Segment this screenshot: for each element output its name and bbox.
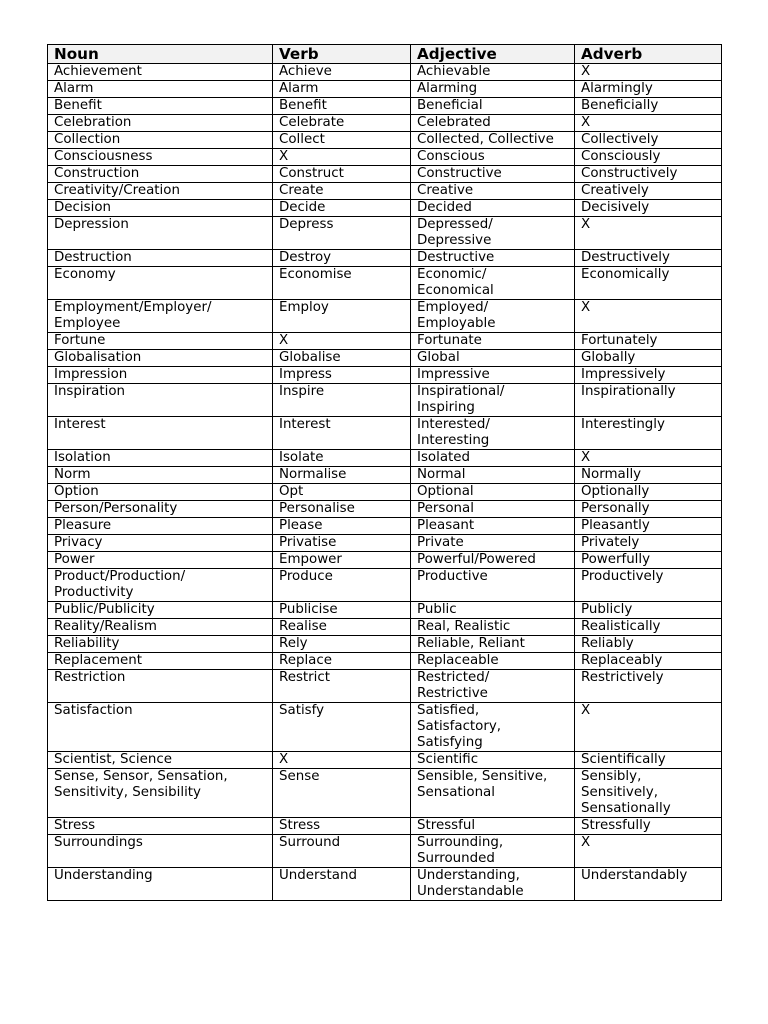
cell-adjective: Optional bbox=[411, 484, 575, 501]
table-row bbox=[48, 818, 722, 835]
cell-verb: Rely bbox=[273, 636, 411, 653]
cell-noun: Stress bbox=[48, 818, 273, 835]
cell-noun: Achievement bbox=[48, 64, 273, 81]
cell-verb: Interest bbox=[273, 417, 411, 450]
table-row bbox=[48, 501, 722, 518]
cell-verb: Inspire bbox=[273, 384, 411, 417]
table-row bbox=[48, 518, 722, 535]
table-row bbox=[48, 535, 722, 552]
cell-adjective: Private bbox=[411, 535, 575, 552]
table-row bbox=[48, 367, 722, 384]
cell-adjective: Economic/ Economical bbox=[411, 267, 575, 300]
cell-noun: Replacement bbox=[48, 653, 273, 670]
cell-adverb: Personally bbox=[575, 501, 722, 518]
cell-noun: Globalisation bbox=[48, 350, 273, 367]
cell-verb: Employ bbox=[273, 300, 411, 333]
cell-adverb: Powerfully bbox=[575, 552, 722, 569]
cell-verb: Economise bbox=[273, 267, 411, 300]
table-body bbox=[48, 64, 722, 901]
cell-adverb: Destructively bbox=[575, 250, 722, 267]
cell-verb: Satisfy bbox=[273, 703, 411, 752]
cell-adverb: Interestingly bbox=[575, 417, 722, 450]
cell-adjective: Personal bbox=[411, 501, 575, 518]
table-row bbox=[48, 132, 722, 149]
cell-noun: Destruction bbox=[48, 250, 273, 267]
cell-noun: Public/Publicity bbox=[48, 602, 273, 619]
cell-adjective: Normal bbox=[411, 467, 575, 484]
cell-adverb: Stressfully bbox=[575, 818, 722, 835]
cell-verb: Please bbox=[273, 518, 411, 535]
cell-noun: Pleasure bbox=[48, 518, 273, 535]
cell-noun: Privacy bbox=[48, 535, 273, 552]
table-row bbox=[48, 769, 722, 818]
document-page bbox=[47, 44, 721, 901]
cell-noun: Fortune bbox=[48, 333, 273, 350]
table-row bbox=[48, 450, 722, 467]
cell-adjective: Global bbox=[411, 350, 575, 367]
cell-adverb: Optionally bbox=[575, 484, 722, 501]
cell-adverb: Collectively bbox=[575, 132, 722, 149]
cell-adverb: Replaceably bbox=[575, 653, 722, 670]
cell-noun: Reality/Realism bbox=[48, 619, 273, 636]
cell-adverb: Privately bbox=[575, 535, 722, 552]
cell-adverb: Restrictively bbox=[575, 670, 722, 703]
cell-adjective: Isolated bbox=[411, 450, 575, 467]
cell-adverb: Understandably bbox=[575, 868, 722, 901]
cell-noun: Economy bbox=[48, 267, 273, 300]
cell-noun: Collection bbox=[48, 132, 273, 149]
cell-adverb: Beneficially bbox=[575, 98, 722, 115]
cell-verb: Impress bbox=[273, 367, 411, 384]
cell-adjective: Surrounding, Surrounded bbox=[411, 835, 575, 868]
header-adverb: Adverb bbox=[575, 45, 722, 64]
cell-adjective: Fortunate bbox=[411, 333, 575, 350]
cell-adjective: Beneficial bbox=[411, 98, 575, 115]
cell-adjective: Destructive bbox=[411, 250, 575, 267]
cell-verb: X bbox=[273, 333, 411, 350]
cell-noun: Employment/Employer/ Employee bbox=[48, 300, 273, 333]
cell-adverb: X bbox=[575, 64, 722, 81]
cell-adjective: Depressed/ Depressive bbox=[411, 217, 575, 250]
cell-noun: Construction bbox=[48, 166, 273, 183]
cell-adjective: Understanding, Understandable bbox=[411, 868, 575, 901]
cell-verb: Construct bbox=[273, 166, 411, 183]
cell-adjective: Scientific bbox=[411, 752, 575, 769]
cell-verb: X bbox=[273, 149, 411, 166]
cell-verb: Collect bbox=[273, 132, 411, 149]
cell-verb: Understand bbox=[273, 868, 411, 901]
cell-noun: Alarm bbox=[48, 81, 273, 98]
header-noun: Noun bbox=[48, 45, 273, 64]
cell-adjective: Inspirational/ Inspiring bbox=[411, 384, 575, 417]
table-row bbox=[48, 81, 722, 98]
table-row bbox=[48, 703, 722, 752]
cell-adjective: Employed/ Employable bbox=[411, 300, 575, 333]
header-adjective: Adjective bbox=[411, 45, 575, 64]
cell-adverb: Normally bbox=[575, 467, 722, 484]
cell-adjective: Achievable bbox=[411, 64, 575, 81]
table-row bbox=[48, 835, 722, 868]
cell-adverb: X bbox=[575, 835, 722, 868]
cell-verb: Surround bbox=[273, 835, 411, 868]
cell-verb: Produce bbox=[273, 569, 411, 602]
table-row bbox=[48, 417, 722, 450]
cell-noun: Understanding bbox=[48, 868, 273, 901]
cell-adjective: Powerful/Powered bbox=[411, 552, 575, 569]
table-row bbox=[48, 868, 722, 901]
cell-adverb: Creatively bbox=[575, 183, 722, 200]
cell-adjective: Satisfied, Satisfactory, Satisfying bbox=[411, 703, 575, 752]
cell-adverb: Constructively bbox=[575, 166, 722, 183]
cell-verb: Benefit bbox=[273, 98, 411, 115]
cell-adverb: Consciously bbox=[575, 149, 722, 166]
cell-noun: Celebration bbox=[48, 115, 273, 132]
table-row bbox=[48, 653, 722, 670]
cell-verb: Personalise bbox=[273, 501, 411, 518]
cell-adverb: X bbox=[575, 115, 722, 132]
table-row bbox=[48, 200, 722, 217]
cell-verb: Alarm bbox=[273, 81, 411, 98]
cell-noun: Sense, Sensor, Sensation, Sensitivity, Sensibility bbox=[48, 769, 273, 818]
cell-verb: Globalise bbox=[273, 350, 411, 367]
cell-verb: Restrict bbox=[273, 670, 411, 703]
cell-noun: Depression bbox=[48, 217, 273, 250]
table-row bbox=[48, 267, 722, 300]
cell-adverb: X bbox=[575, 450, 722, 467]
cell-adjective: Conscious bbox=[411, 149, 575, 166]
cell-adjective: Interested/ Interesting bbox=[411, 417, 575, 450]
cell-adjective: Pleasant bbox=[411, 518, 575, 535]
table-row bbox=[48, 484, 722, 501]
cell-adjective: Creative bbox=[411, 183, 575, 200]
cell-verb: Sense bbox=[273, 769, 411, 818]
cell-adjective: Alarming bbox=[411, 81, 575, 98]
cell-noun: Interest bbox=[48, 417, 273, 450]
table-header-row bbox=[48, 45, 722, 64]
cell-noun: Product/Production/ Productivity bbox=[48, 569, 273, 602]
table-row bbox=[48, 384, 722, 417]
table-row bbox=[48, 350, 722, 367]
cell-adverb: Inspirationally bbox=[575, 384, 722, 417]
cell-adjective: Stressful bbox=[411, 818, 575, 835]
cell-adverb: X bbox=[575, 217, 722, 250]
cell-verb: Depress bbox=[273, 217, 411, 250]
cell-adjective: Constructive bbox=[411, 166, 575, 183]
cell-verb: Stress bbox=[273, 818, 411, 835]
table-row bbox=[48, 670, 722, 703]
cell-adjective: Impressive bbox=[411, 367, 575, 384]
cell-noun: Satisfaction bbox=[48, 703, 273, 752]
cell-noun: Person/Personality bbox=[48, 501, 273, 518]
cell-adverb: Impressively bbox=[575, 367, 722, 384]
table-row bbox=[48, 98, 722, 115]
cell-noun: Scientist, Science bbox=[48, 752, 273, 769]
cell-noun: Creativity/Creation bbox=[48, 183, 273, 200]
cell-noun: Consciousness bbox=[48, 149, 273, 166]
cell-noun: Restriction bbox=[48, 670, 273, 703]
cell-adjective: Celebrated bbox=[411, 115, 575, 132]
table-row bbox=[48, 149, 722, 166]
cell-verb: Create bbox=[273, 183, 411, 200]
cell-noun: Impression bbox=[48, 367, 273, 384]
table-row bbox=[48, 250, 722, 267]
cell-adjective: Reliable, Reliant bbox=[411, 636, 575, 653]
cell-adjective: Real, Realistic bbox=[411, 619, 575, 636]
cell-verb: Privatise bbox=[273, 535, 411, 552]
cell-adverb: Decisively bbox=[575, 200, 722, 217]
cell-adjective: Sensible, Sensitive, Sensational bbox=[411, 769, 575, 818]
cell-noun: Benefit bbox=[48, 98, 273, 115]
cell-noun: Reliability bbox=[48, 636, 273, 653]
cell-verb: Normalise bbox=[273, 467, 411, 484]
table-row bbox=[48, 552, 722, 569]
cell-verb: Isolate bbox=[273, 450, 411, 467]
cell-adverb: Scientifically bbox=[575, 752, 722, 769]
cell-noun: Decision bbox=[48, 200, 273, 217]
cell-adverb: X bbox=[575, 300, 722, 333]
cell-adjective: Public bbox=[411, 602, 575, 619]
cell-verb: Empower bbox=[273, 552, 411, 569]
cell-verb: Publicise bbox=[273, 602, 411, 619]
cell-adjective: Replaceable bbox=[411, 653, 575, 670]
table-row bbox=[48, 217, 722, 250]
cell-verb: Replace bbox=[273, 653, 411, 670]
cell-adverb: X bbox=[575, 703, 722, 752]
cell-verb: Achieve bbox=[273, 64, 411, 81]
cell-adverb: Productively bbox=[575, 569, 722, 602]
table-row bbox=[48, 333, 722, 350]
word-forms-table bbox=[47, 44, 722, 901]
table-row bbox=[48, 300, 722, 333]
cell-verb: Realise bbox=[273, 619, 411, 636]
table-row bbox=[48, 166, 722, 183]
cell-noun: Power bbox=[48, 552, 273, 569]
cell-adverb: Economically bbox=[575, 267, 722, 300]
cell-adjective: Restricted/ Restrictive bbox=[411, 670, 575, 703]
cell-adverb: Realistically bbox=[575, 619, 722, 636]
table-row bbox=[48, 64, 722, 81]
table-row bbox=[48, 183, 722, 200]
table-row bbox=[48, 636, 722, 653]
table-row bbox=[48, 115, 722, 132]
cell-adjective: Productive bbox=[411, 569, 575, 602]
table-row bbox=[48, 467, 722, 484]
cell-verb: Celebrate bbox=[273, 115, 411, 132]
cell-verb: Opt bbox=[273, 484, 411, 501]
cell-adverb: Alarmingly bbox=[575, 81, 722, 98]
cell-noun: Surroundings bbox=[48, 835, 273, 868]
cell-adverb: Pleasantly bbox=[575, 518, 722, 535]
header-verb: Verb bbox=[273, 45, 411, 64]
cell-verb: Decide bbox=[273, 200, 411, 217]
cell-adverb: Fortunately bbox=[575, 333, 722, 350]
table-row bbox=[48, 602, 722, 619]
table-row bbox=[48, 752, 722, 769]
cell-noun: Isolation bbox=[48, 450, 273, 467]
cell-adjective: Decided bbox=[411, 200, 575, 217]
cell-verb: X bbox=[273, 752, 411, 769]
cell-adverb: Sensibly, Sensitively, Sensationally bbox=[575, 769, 722, 818]
cell-adverb: Publicly bbox=[575, 602, 722, 619]
cell-adverb: Reliably bbox=[575, 636, 722, 653]
cell-adverb: Globally bbox=[575, 350, 722, 367]
cell-adjective: Collected, Collective bbox=[411, 132, 575, 149]
cell-noun: Option bbox=[48, 484, 273, 501]
cell-noun: Norm bbox=[48, 467, 273, 484]
table-row bbox=[48, 619, 722, 636]
table-row bbox=[48, 569, 722, 602]
cell-verb: Destroy bbox=[273, 250, 411, 267]
cell-noun: Inspiration bbox=[48, 384, 273, 417]
